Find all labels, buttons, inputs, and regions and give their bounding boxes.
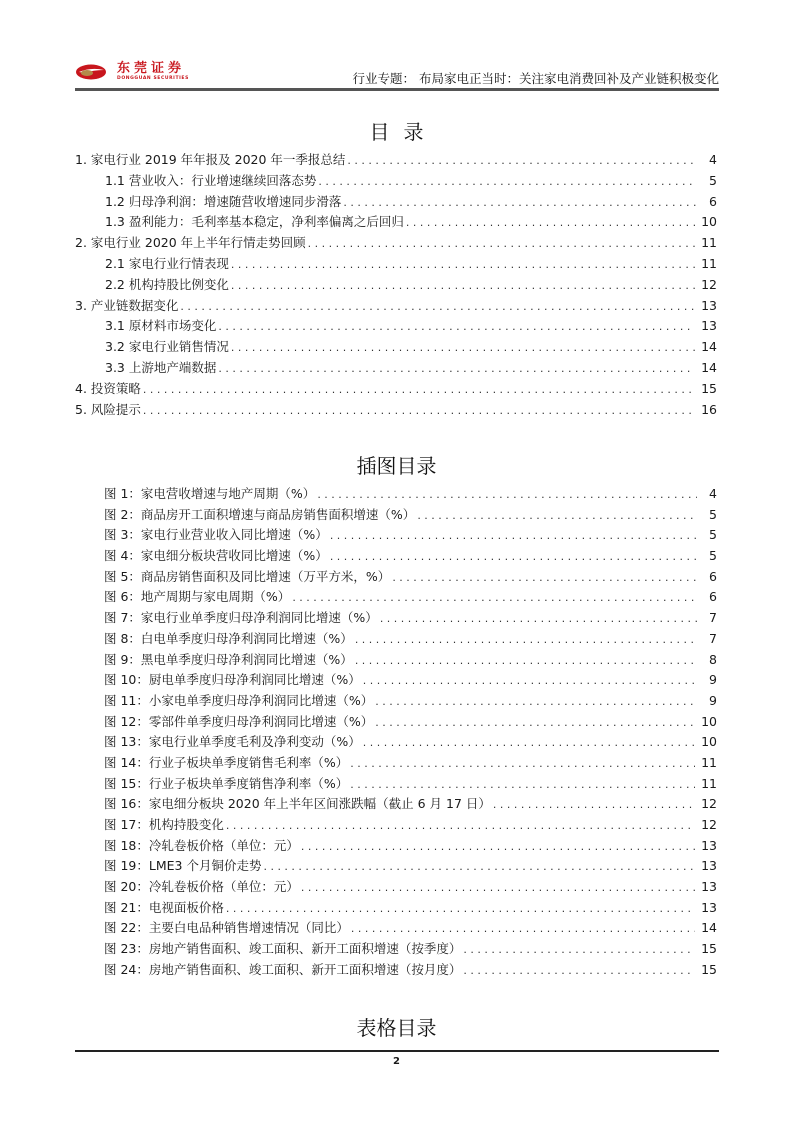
leader-dots bbox=[392, 571, 697, 584]
figure-entry[interactable] bbox=[104, 939, 717, 960]
figure-entry-label: 图 13：家电行业单季度毛利及净利变动（%） bbox=[104, 734, 361, 750]
leader-dots bbox=[301, 840, 695, 853]
figure-entry[interactable] bbox=[104, 691, 717, 712]
leader-dots bbox=[231, 341, 695, 354]
page-header bbox=[75, 55, 719, 93]
figure-entry-page: 7 bbox=[709, 630, 717, 646]
toc-entry[interactable] bbox=[75, 192, 717, 213]
figure-entry-page: 11 bbox=[701, 775, 717, 791]
toc-entry-page: 14 bbox=[701, 359, 717, 375]
toc-entry[interactable] bbox=[75, 400, 717, 421]
leader-dots bbox=[350, 757, 695, 770]
figure-list bbox=[104, 484, 717, 981]
toc-entry[interactable] bbox=[75, 171, 717, 192]
figure-entry-label: 图 1：家电营收增速与地产周期（%） bbox=[104, 486, 316, 501]
leader-dots bbox=[363, 736, 695, 749]
figure-entry[interactable] bbox=[104, 546, 717, 567]
leader-dots bbox=[226, 819, 695, 832]
figure-entry[interactable] bbox=[104, 567, 717, 588]
toc-entry-page: 11 bbox=[701, 255, 717, 271]
leader-dots bbox=[308, 237, 695, 250]
figure-entry-label: 图 2：商品房开工面积增速与商品房销售面积增速（%） bbox=[104, 506, 416, 522]
leader-dots bbox=[350, 778, 695, 791]
leader-dots bbox=[143, 383, 695, 396]
leader-dots bbox=[263, 860, 695, 873]
figure-entry-page: 9 bbox=[709, 672, 717, 688]
figure-entry[interactable] bbox=[104, 712, 717, 733]
figure-entry-page: 10 bbox=[701, 734, 717, 750]
figure-entry-page: 6 bbox=[709, 568, 717, 584]
toc-entry[interactable] bbox=[75, 296, 717, 317]
logo-english-name: DONGGUAN SECURITIES bbox=[117, 76, 189, 81]
toc-entry-label: 2.1 家电行业行情表现 bbox=[105, 255, 229, 271]
toc-entry[interactable] bbox=[75, 358, 717, 379]
leader-dots bbox=[375, 716, 695, 729]
toc-entry-page: 6 bbox=[709, 193, 717, 209]
leader-dots bbox=[318, 175, 697, 188]
toc-entry[interactable] bbox=[75, 233, 717, 254]
figure-entry-page: 13 bbox=[701, 858, 717, 874]
leader-dots bbox=[218, 362, 695, 375]
company-logo bbox=[75, 57, 189, 87]
figure-entry-page: 6 bbox=[709, 589, 717, 605]
leader-dots bbox=[292, 591, 697, 604]
page-number: 2 bbox=[393, 1056, 400, 1067]
leader-dots bbox=[180, 300, 695, 313]
toc-entry-label: 2. 家电行业 2020 年上半年行情走势回顾 bbox=[75, 235, 306, 251]
toc-entry-label: 5. 风险提示 bbox=[75, 401, 141, 417]
figure-entry-page: 11 bbox=[701, 754, 717, 770]
toc-entry-label: 1.1 营业收入：行业增速继续回落态势 bbox=[105, 172, 317, 188]
figure-entry-label: 图 17：机构持股变化 bbox=[104, 817, 224, 832]
toc-list bbox=[75, 150, 717, 420]
figure-entry-label: 图 8：白电单季度归母净利润同比增速（%） bbox=[104, 630, 353, 646]
leader-dots bbox=[380, 612, 697, 625]
toc-entry[interactable] bbox=[75, 316, 717, 337]
figure-entry-label: 图 16：家电细分板块 2020 年上半年区间涨跌幅（截止 6 月 17 日） bbox=[104, 796, 491, 812]
figure-entry-page: 12 bbox=[701, 796, 717, 812]
figure-entry[interactable] bbox=[104, 898, 717, 919]
leader-dots bbox=[463, 943, 695, 956]
figure-entry[interactable] bbox=[104, 836, 717, 857]
toc-entry-page: 11 bbox=[701, 235, 717, 251]
figure-entry-label: 图 24：房地产销售面积、竣工面积、新开工面积增速（按月度） bbox=[104, 961, 462, 977]
figure-entry[interactable] bbox=[104, 856, 717, 877]
figure-entry[interactable] bbox=[104, 774, 717, 795]
figure-entry-label: 图 10：厨电单季度归母净利润同比增速（%） bbox=[104, 672, 361, 688]
toc-entry-page: 5 bbox=[709, 172, 717, 188]
header-divider bbox=[75, 88, 719, 91]
figure-entry-page: 13 bbox=[701, 899, 717, 915]
toc-entry[interactable] bbox=[75, 150, 717, 171]
toc-entry[interactable] bbox=[75, 212, 717, 233]
figure-entry-label: 图 5：商品房销售面积及同比增速（万平方米，%） bbox=[104, 568, 391, 584]
toc-entry-label: 3.1 原材料市场变化 bbox=[105, 318, 217, 334]
leader-dots bbox=[355, 633, 697, 646]
leader-dots bbox=[343, 196, 697, 209]
figure-entry-page: 15 bbox=[701, 961, 717, 977]
figure-entry[interactable] bbox=[104, 629, 717, 650]
figure-entry-label: 图 4：家电细分板块营收同比增速（%） bbox=[104, 548, 328, 564]
figure-entry-label: 图 22：主要白电品种销售增速情况（同比） bbox=[104, 920, 349, 936]
toc-entry-page: 13 bbox=[701, 318, 717, 334]
toc-entry-label: 1.2 归母净利润：增速随营收增速同步滑落 bbox=[105, 193, 342, 209]
leader-dots bbox=[231, 279, 695, 292]
figure-entry-label: 图 21：电视面板价格 bbox=[104, 899, 224, 915]
figure-entry-label: 图 12：零部件单季度归母净利润同比增速（%） bbox=[104, 713, 374, 729]
figure-entry-page: 13 bbox=[701, 879, 717, 895]
leader-dots bbox=[143, 404, 695, 417]
leader-dots bbox=[330, 529, 697, 542]
figure-entry-page: 15 bbox=[701, 941, 717, 957]
figure-entry-label: 图 11：小家电单季度归母净利润同比增速（%） bbox=[104, 692, 374, 708]
leader-dots bbox=[330, 550, 697, 563]
toc-entry-label: 1.3 盈利能力：毛利率基本稳定，净利率偏离之后回归 bbox=[105, 214, 404, 230]
toc-entry-page: 15 bbox=[701, 380, 717, 396]
leader-dots bbox=[417, 509, 697, 522]
figure-entry-label: 图 3：家电行业营业收入同比增速（%） bbox=[104, 527, 328, 543]
leader-dots bbox=[301, 881, 695, 894]
figure-entry[interactable] bbox=[104, 877, 717, 898]
figure-entry-page: 9 bbox=[709, 692, 717, 708]
leader-dots bbox=[231, 258, 695, 271]
figure-entry-label: 图 23：房地产销售面积、竣工面积、新开工面积增速（按季度） bbox=[104, 941, 462, 957]
toc-entry-label: 3.3 上游地产端数据 bbox=[105, 359, 217, 375]
figure-entry[interactable] bbox=[104, 918, 717, 939]
figure-entry[interactable] bbox=[104, 650, 717, 671]
toc-entry[interactable] bbox=[75, 337, 717, 358]
toc-entry-label: 3.2 家电行业销售情况 bbox=[105, 339, 229, 355]
leader-dots bbox=[355, 654, 697, 667]
figure-entry-page: 12 bbox=[701, 817, 717, 832]
figure-entry-label: 图 7：家电行业单季度归母净利润同比增速（%） bbox=[104, 610, 378, 626]
figure-entry-label: 图 15：行业子板块单季度销售净利率（%） bbox=[104, 775, 349, 791]
figure-entry-page: 5 bbox=[709, 548, 717, 564]
figure-entry-label: 图 14：行业子板块单季度销售毛利率（%） bbox=[104, 754, 349, 770]
toc-entry-page: 4 bbox=[709, 152, 717, 167]
leader-dots bbox=[218, 320, 695, 333]
figure-entry-page: 5 bbox=[709, 527, 717, 543]
figure-entry-page: 7 bbox=[709, 610, 717, 626]
toc-entry-page: 14 bbox=[701, 339, 717, 355]
figure-entry-label: 图 18：冷轧卷板价格（单位：元） bbox=[104, 837, 299, 853]
report-title: 行业专题： 布局家电正当时：关注家电消费回补及产业链积极变化 bbox=[352, 71, 719, 86]
figures-title: 插图目录 bbox=[356, 454, 437, 478]
figure-entry[interactable] bbox=[104, 505, 717, 526]
leader-dots bbox=[493, 798, 695, 811]
logo-mark-icon bbox=[75, 64, 107, 80]
figure-entry-page: 5 bbox=[709, 506, 717, 522]
figure-entry-label: 图 19：LME3 个月铜价走势 bbox=[104, 858, 262, 874]
figure-entry-page: 13 bbox=[701, 837, 717, 853]
toc-entry[interactable] bbox=[75, 379, 717, 400]
leader-dots bbox=[347, 154, 697, 167]
figure-entry[interactable] bbox=[104, 794, 717, 815]
figure-entry-label: 图 20：冷轧卷板价格（单位：元） bbox=[104, 879, 299, 895]
figure-entry[interactable] bbox=[104, 732, 717, 753]
figure-entry-page: 10 bbox=[701, 713, 717, 729]
leader-dots bbox=[463, 964, 695, 977]
figure-entry[interactable] bbox=[104, 484, 717, 505]
figure-entry-label: 图 6：地产周期与家电周期（%） bbox=[104, 589, 291, 605]
logo-chinese-name: 东莞证券 bbox=[117, 61, 186, 76]
toc-entry-label: 3. 产业链数据变化 bbox=[75, 297, 179, 313]
toc-entry-page: 16 bbox=[701, 401, 717, 417]
toc-title: 目录 bbox=[369, 120, 438, 144]
toc-entry-label: 4. 投资策略 bbox=[75, 380, 141, 396]
figure-entry-page: 4 bbox=[709, 486, 717, 501]
leader-dots bbox=[226, 902, 695, 915]
leader-dots bbox=[375, 695, 697, 708]
figure-entry[interactable] bbox=[104, 670, 717, 691]
figure-entry[interactable] bbox=[104, 587, 717, 608]
tables-title: 表格目录 bbox=[356, 1016, 437, 1040]
leader-dots bbox=[317, 488, 697, 501]
toc-entry-page: 10 bbox=[701, 214, 717, 230]
figure-entry-page: 8 bbox=[709, 651, 717, 667]
leader-dots bbox=[351, 922, 695, 935]
figure-entry[interactable] bbox=[104, 753, 717, 774]
leader-dots bbox=[363, 674, 697, 687]
figure-entry-page: 14 bbox=[701, 920, 717, 936]
toc-entry-page: 12 bbox=[701, 276, 717, 292]
figure-entry[interactable] bbox=[104, 960, 717, 981]
figure-entry[interactable] bbox=[104, 815, 717, 836]
toc-entry-label: 2.2 机构持股比例变化 bbox=[105, 276, 229, 292]
toc-entry[interactable] bbox=[75, 254, 717, 275]
figure-entry-label: 图 9：黑电单季度归母净利润同比增速（%） bbox=[104, 651, 353, 667]
toc-entry-label: 1. 家电行业 2019 年年报及 2020 年一季报总结 bbox=[75, 152, 346, 167]
footer-divider bbox=[75, 1050, 719, 1052]
toc-entry-page: 13 bbox=[701, 297, 717, 313]
figure-entry[interactable] bbox=[104, 608, 717, 629]
toc-entry[interactable] bbox=[75, 275, 717, 296]
figure-entry[interactable] bbox=[104, 525, 717, 546]
leader-dots bbox=[406, 216, 695, 229]
